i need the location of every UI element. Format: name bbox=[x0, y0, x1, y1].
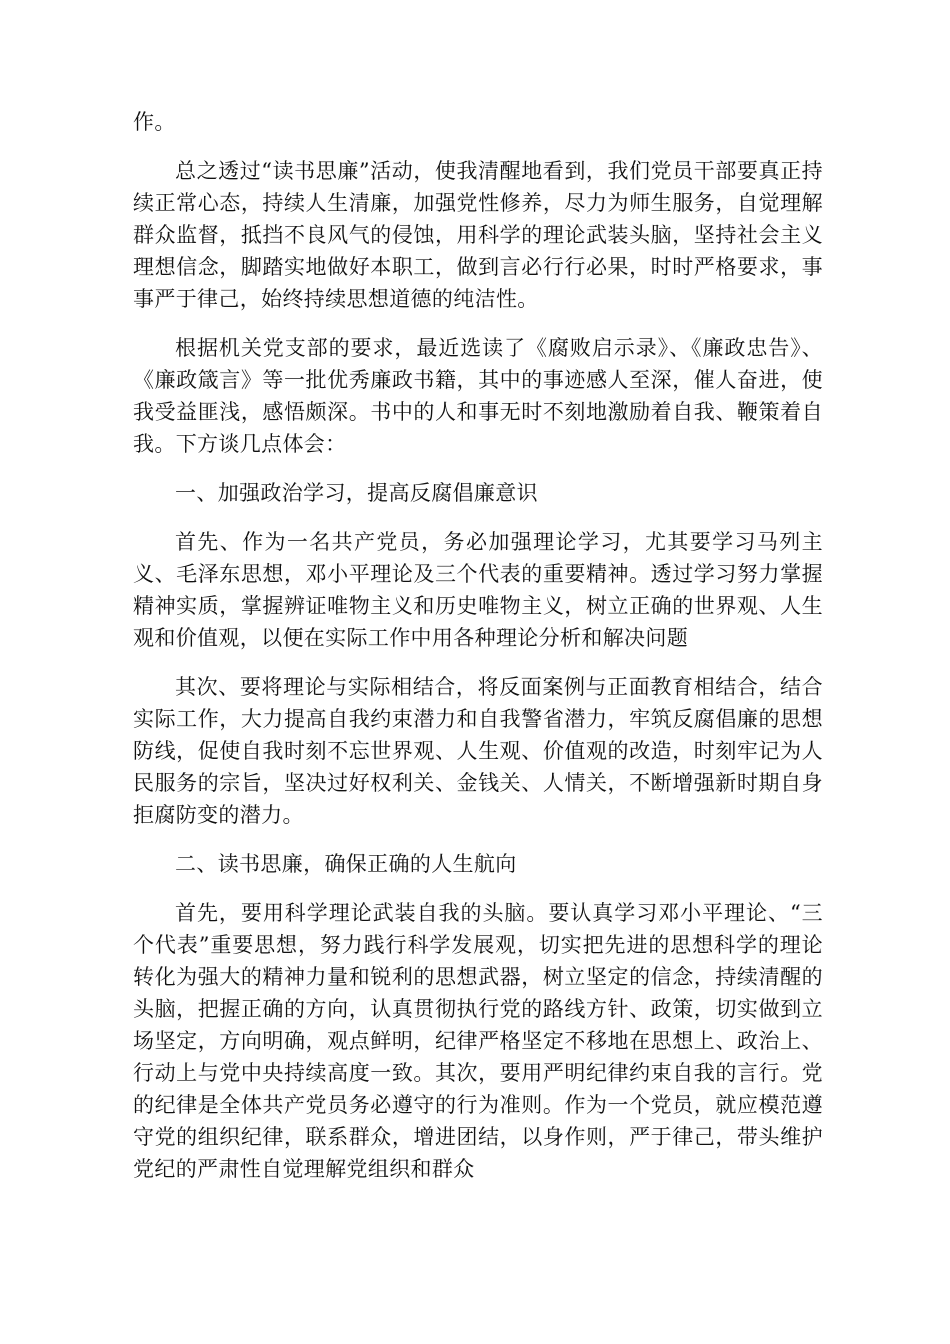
paragraph-continuation: 作。 bbox=[133, 110, 176, 134]
document-page bbox=[133, 106, 823, 1202]
section-heading-1: 一、加强政治学习，提高反腐倡廉意识 bbox=[175, 481, 538, 505]
paragraph-section1-second: 其次、要将理论与实际相结合，将反面案例与正面教育相结合，结合实际工作，大力提高自我约束潜力和自我警省潜力，牢筑反腐倡廉的思想防线，促使自我时刻不忘世界观、人生观、价值观的改造，时刻牢记为人民服务的宗旨，坚决过好权利关、金钱关、人情关，不断增强新时期自身拒腐防变的潜力。 bbox=[133, 675, 823, 827]
paragraph-section1-first: 首先、作为一名共产党员，务必加强理论学习，尤其要学习马列主义、毛泽东思想，邓小平理论及三个代表的重要精神。透过学习努力掌握精神实质，掌握辨证唯物主义和历史唯物主义，树立正确的世界观、人生观和价值观，以便在实际工作中用各种理论分析和解决问题 bbox=[133, 530, 823, 650]
section-heading-2: 二、读书思廉，确保正确的人生航向 bbox=[175, 852, 517, 876]
paragraph-intro: 根据机关党支部的要求，最近选读了《腐败启示录》、《廉政忠告》、《廉政箴言》等一批优秀廉政书籍，其中的事迹感人至深，催人奋进，使我受益匪浅，感悟颇深。书中的人和事无时不刻地激励着自我、鞭策着自我。下方谈几点体会： bbox=[133, 336, 823, 456]
paragraph-summary: 总之透过“读书思廉”活动，使我清醒地看到，我们党员干部要真正持续正常心态，持续人生清廉，加强党性修养，尽力为师生服务，自觉理解群众监督，抵挡不良风气的侵蚀，用科学的理论武装头脑，坚持社会主义理想信念，脚踏实地做好本职工，做到言必行行必果，时时严格要求，事事严于律己，始终持续思想道德的纯洁性。 bbox=[133, 159, 823, 311]
paragraph-section2-first: 首先，要用科学理论武装自我的头脑。要认真学习邓小平理论、“三个代表”重要思想，努力践行科学发展观，切实把先进的思想科学的理论转化为强大的精神力量和锐利的思想武器，树立坚定的信念，持续清醒的头脑，把握正确的方向，认真贯彻执行党的路线方针、政策，切实做到立场坚定，方向明确，观点鲜明，纪律严格坚定不移地在思想上、政治上、行动上与党中央持续高度一致。其次，要用严明纪律约束自我的言行。党的纪律是全体共产党员务必遵守的行为准则。作为一个党员，就应模范遵守党的组织纪律，联系群众，增进团结，以身作则，严于律己，带头维护党纪的严肃性自觉理解党组织和群众 bbox=[133, 901, 823, 1181]
